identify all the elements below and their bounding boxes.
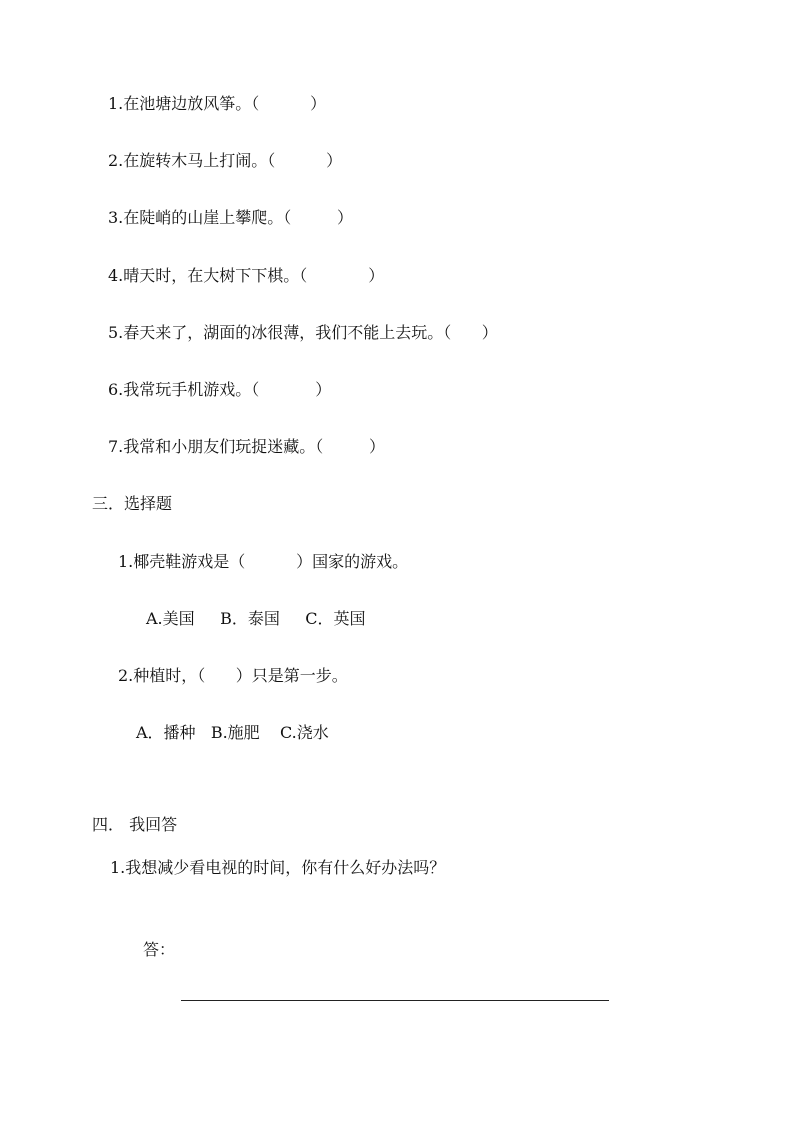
section-heading-choice: 三．选择题 <box>92 494 173 513</box>
judgement-item-7: 7.我常和小朋友们玩捉迷藏。（ ） <box>108 437 386 456</box>
choice-question-1-options: A.美国 B．泰国 C．英国 <box>146 609 366 628</box>
judgement-item-2: 2.在旋转木马上打闹。（ ） <box>108 151 343 170</box>
answer-question-1: 1.我想减少看电视的时间，你有什么好办法吗？ <box>110 858 446 877</box>
judgement-item-5: 5.春天来了，湖面的冰很薄，我们不能上去玩。（ ） <box>108 323 498 342</box>
choice-question-1: 1.椰壳鞋游戏是（ ）国家的游戏。 <box>118 552 409 571</box>
judgement-item-1: 1.在池塘边放风筝。（ ） <box>108 94 327 113</box>
section-heading-answer: 四． 我回答 <box>92 815 178 834</box>
choice-question-2-options: A．播种 B.施肥 C.浇水 <box>136 723 329 742</box>
choice-question-2: 2.种植时，（ ）只是第一步。 <box>118 666 348 685</box>
judgement-item-6: 6.我常玩手机游戏。（ ） <box>108 380 332 399</box>
judgement-item-4: 4.晴天时，在大树下下棋。（ ） <box>108 266 385 285</box>
answer-label: 答： <box>143 940 176 959</box>
answer-blank-line[interactable] <box>181 1000 609 1001</box>
judgement-item-3: 3.在陡峭的山崖上攀爬。（ ） <box>108 208 354 227</box>
